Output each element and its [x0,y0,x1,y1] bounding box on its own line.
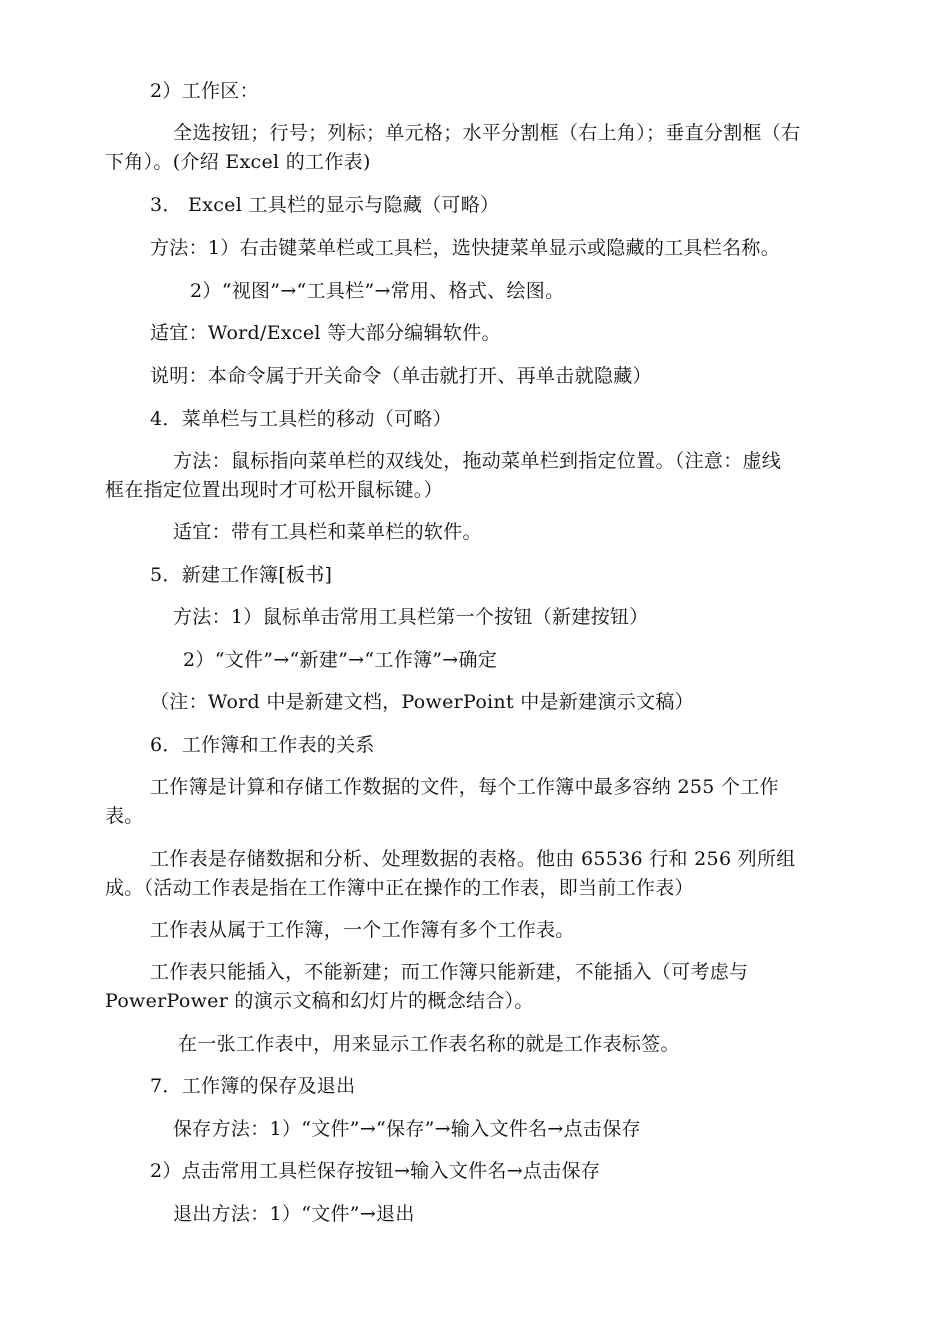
line-section-6-heading: 6．工作簿和工作表的关系 [150,734,375,756]
line-section-6-para-5: 在一张工作表中，用来显示工作表名称的就是工作表标签。 [178,1033,680,1055]
line-section-7-heading: 7．工作簿的保存及退出 [150,1075,356,1097]
line-section-6-para-4-cont: PowerPower 的演示文稿和幻灯片的概念结合）。 [105,990,534,1012]
line-section-3-heading: 3． Excel 工具栏的显示与隐藏（可略） [150,194,500,216]
line-section-3-note: 说明：本命令属于开关命令（单击就打开、再单击就隐藏） [150,365,652,387]
line-section-3-suitable: 适宜：Word/Excel 等大部分编辑软件。 [150,322,501,344]
line-section-6-para-1: 工作簿是计算和存储工作数据的文件，每个工作簿中最多容纳 255 个工作 [150,776,779,798]
line-section-4-heading: 4．菜单栏与工具栏的移动（可略） [150,408,452,430]
line-section-3-method-1: 方法：1）右击键菜单栏或工具栏，选快捷菜单显示或隐藏的工具栏名称。 [150,237,780,259]
line-section-3-method-2: 2）“视图”→“工具栏”→常用、格式、绘图。 [190,280,565,302]
line-section-5-method-2: 2）“文件”→“新建”→“工作簿”→确定 [183,649,498,671]
line-section-5-note: （注：Word 中是新建文档，PowerPoint 中是新建演示文稿） [150,691,694,713]
line-section-5-method-1: 方法：1）鼠标单击常用工具栏第一个按钮（新建按钮） [173,606,649,628]
line-workarea-heading: 2）工作区： [150,80,259,102]
line-workarea-items-cont: 下角）。(介绍 Excel 的工作表) [105,151,371,173]
line-section-4-method-cont: 框在指定位置出现时才可松开鼠标键。） [105,479,443,501]
line-section-6-para-2-cont: 成。（活动工作表是指在工作簿中正在操作的工作表，即当前工作表） [105,877,694,899]
line-section-6-para-3: 工作表从属于工作簿，一个工作簿有多个工作表。 [150,919,575,941]
line-section-4-method: 方法：鼠标指向菜单栏的双线处，拖动菜单栏到指定位置。（注意：虚线 [173,450,782,472]
line-section-4-suitable: 适宜：带有工具栏和菜单栏的软件。 [173,521,482,543]
line-section-7-save-1: 保存方法：1）“文件”→“保存”→输入文件名→点击保存 [173,1118,641,1140]
line-section-5-heading: 5．新建工作簿[板书] [150,564,333,586]
line-section-6-para-4: 工作表只能插入，不能新建；而工作簿只能新建，不能插入（可考虑与 [150,961,749,983]
line-section-7-exit-1: 退出方法：1）“文件”→退出 [173,1203,415,1225]
line-section-7-save-2: 2）点击常用工具栏保存按钮→输入文件名→点击保存 [150,1160,601,1182]
line-section-6-para-2: 工作表是存储数据和分析、处理数据的表格。他由 65536 行和 256 列所组 [150,848,796,870]
line-workarea-items: 全选按钮；行号；列标；单元格；水平分割框（右上角）；垂直分割框（右 [173,122,801,144]
line-section-6-para-1-cont: 表。 [105,805,144,827]
